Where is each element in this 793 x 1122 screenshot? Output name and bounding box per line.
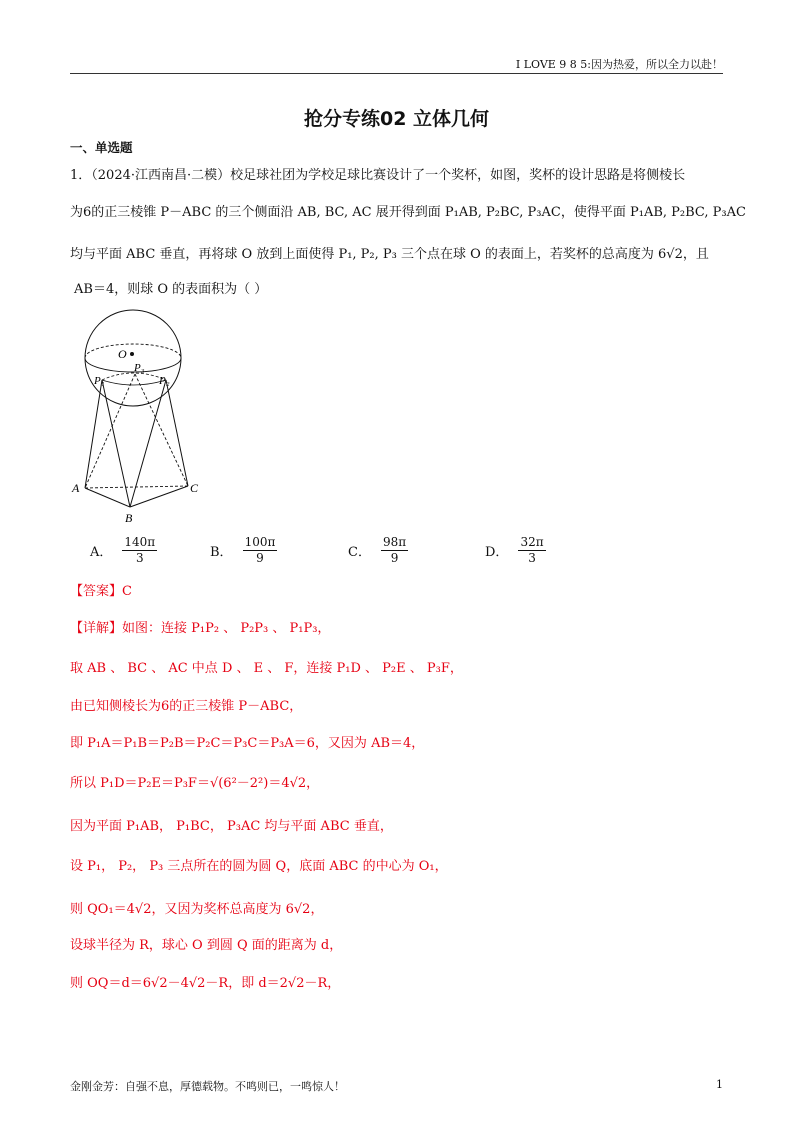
option-c[interactable]: [348, 535, 408, 566]
solution-label: 【详解】: [70, 621, 123, 636]
edge-p3-c: [135, 374, 188, 486]
option-a[interactable]: [90, 535, 157, 566]
label-c: C: [190, 481, 199, 495]
solution-line-4: 即 P₁A＝P₁B＝P₂B＝P₂C＝P₃C＝P₃A＝6，又因为 AB＝4，: [70, 736, 425, 751]
sphere-outline: [85, 310, 181, 406]
page-title: 抢分专练02 立体几何: [303, 108, 490, 130]
option-b-numerator: 100π: [244, 535, 276, 549]
circle-q-front: [102, 380, 166, 385]
option-b-label: B．: [210, 545, 233, 560]
solution-line-1: [70, 617, 330, 636]
option-b[interactable]: [210, 535, 277, 566]
option-d-fraction: [518, 535, 545, 566]
option-b-denominator: 9: [256, 551, 264, 565]
answer-label: 【答案】: [70, 584, 123, 599]
option-a-denominator: 3: [135, 551, 144, 565]
answer-value: C: [122, 584, 132, 599]
option-c-fraction: [381, 535, 408, 566]
solution-line-7: 设 P₁， P₂， P₃ 三点所在的圆为圆 Q，底面 ABC 的中心为 O₁，: [70, 859, 448, 874]
page-number: 1: [716, 1078, 723, 1091]
page-header: I LOVE 9 8 5:因为热爱，所以全力以赴！: [515, 58, 723, 71]
label-o: O: [118, 347, 127, 361]
edge-p2-b: [130, 380, 166, 507]
section-heading: 一、单选题: [70, 140, 133, 155]
edge-a-b: [85, 488, 130, 507]
sphere-center-dot: [130, 352, 134, 356]
solution-text-1: 如图：连接 P₁P₂ 、 P₂P₃ 、 P₁P₃，: [122, 621, 331, 636]
question-line-2: 为6的正三棱锥 P－ABC 的三个侧面沿 AB, BC, AC 展开得到面 P₁AB, P₂BC, P₃AC，使得平面 P₁AB, P₂BC, P₃AC: [70, 205, 746, 220]
question-line-4: AB＝4，则球 O 的表面积为（ ）: [74, 282, 268, 297]
option-b-fraction: [243, 535, 278, 566]
solution-line-3: 由已知侧棱长为6的正三棱锥 P－ABC，: [70, 699, 303, 714]
edge-a-c: [85, 486, 188, 488]
option-c-numerator: 98π: [382, 535, 407, 549]
option-d-label: D．: [485, 545, 509, 560]
label-p2: P₂: [159, 375, 170, 387]
label-a: A: [72, 481, 80, 495]
label-p1: P₁: [94, 375, 105, 387]
sphere-equator-front: [85, 358, 181, 372]
option-a-fraction: [122, 535, 157, 566]
solution-line-2: 取 AB 、 BC 、 AC 中点 D 、 E 、 F，连接 P₁D 、 P₂E 、 P₃F，: [70, 661, 463, 676]
question-line-1: 1．（2024·江西南昌·二模）校足球社团为学校足球比赛设计了一个奖杯，如图，奖杯的设计思路是将侧棱长: [70, 168, 686, 183]
solution-line-8: 则 QO₁＝4√2，又因为奖杯总高度为 6√2，: [70, 902, 324, 917]
header-divider: [70, 73, 723, 74]
option-d-numerator: 32π: [520, 535, 544, 549]
sphere-equator-back: [85, 344, 181, 358]
edge-b-c: [130, 486, 188, 507]
label-b: B: [125, 511, 133, 525]
option-d[interactable]: [485, 535, 546, 566]
edge-p1-a: [85, 380, 102, 488]
edge-p2-c: [166, 380, 188, 486]
option-a-numerator: 140π: [124, 535, 156, 549]
option-c-denominator: 9: [390, 551, 399, 565]
option-c-label: C．: [348, 545, 371, 560]
answer-line: [70, 580, 132, 599]
question-line-3: 均与平面 ABC 垂直，再将球 O 放到上面使得 P₁, P₂, P₃ 三个点在球 O 的表面上，若奖杯的总高度为 6√2，且: [70, 247, 709, 262]
option-a-label: A．: [90, 545, 113, 560]
label-p3: P₃: [134, 362, 145, 374]
solution-line-10: 则 OQ＝d＝6√2－4√2－R，即 d＝2√2－R，: [70, 976, 341, 991]
option-d-denominator: 3: [528, 551, 536, 565]
solution-line-6: 因为平面 P₁AB， P₁BC， P₃AC 均与平面 ABC 垂直，: [70, 819, 393, 834]
edge-p3-a: [85, 374, 135, 488]
solution-line-9: 设球半径为 R，球心 O 到圆 Q 面的距离为 d，: [70, 938, 343, 953]
footer-motto: 金刚金芳：自强不息，厚德载物。不鸣则已，一鸣惊人！: [70, 1080, 345, 1093]
solution-line-5: 所以 P₁D＝P₂E＝P₃F＝√(6²－2²)＝4√2，: [70, 776, 320, 791]
trophy-figure: [70, 308, 210, 528]
